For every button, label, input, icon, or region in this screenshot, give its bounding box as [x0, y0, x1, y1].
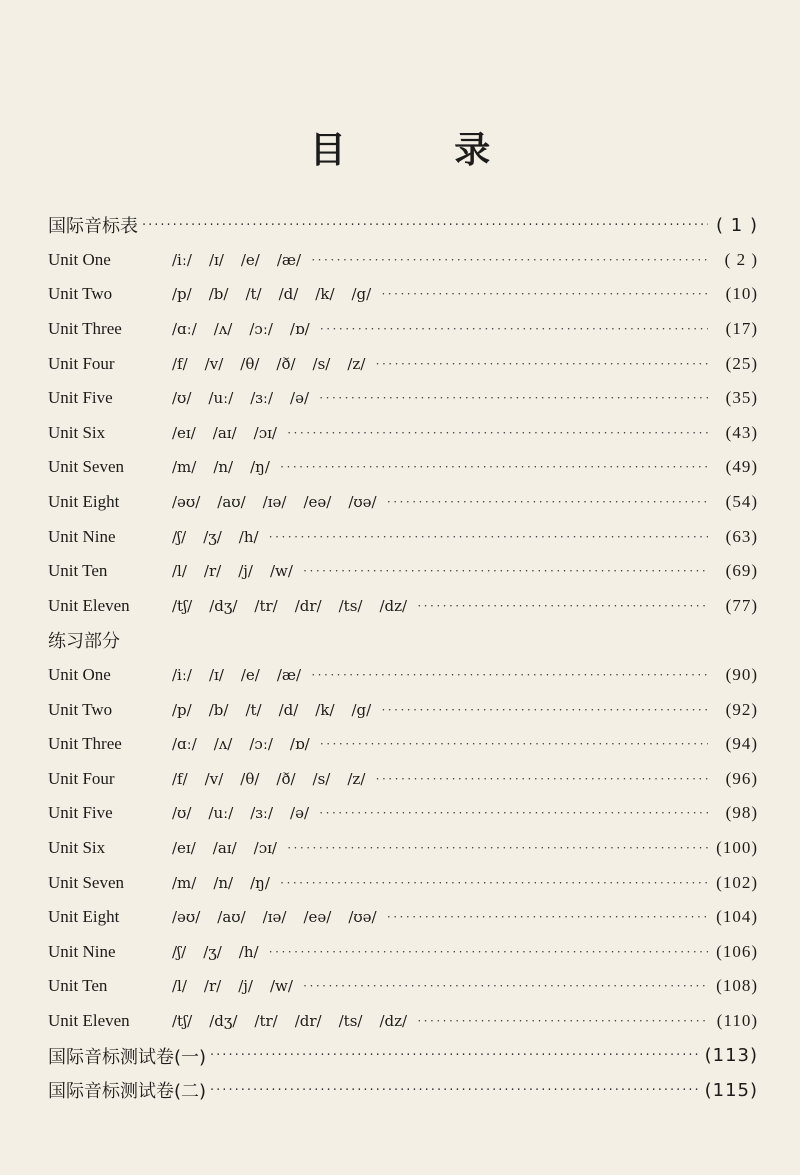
toc-entry[interactable]: [48, 831, 758, 866]
dot-leader: [142, 218, 708, 233]
phoneme-list: [172, 562, 299, 580]
unit-title: Unit Eight: [48, 907, 120, 927]
phoneme-symbol: /dʒ/: [209, 596, 238, 615]
phoneme-list: [172, 735, 316, 753]
phoneme-symbol: /g/: [351, 285, 372, 304]
phoneme-list: [172, 320, 316, 338]
unit-title: Unit Four: [48, 353, 115, 373]
toc-entry[interactable]: [48, 554, 758, 589]
unit-title: Unit Ten: [48, 976, 108, 996]
phoneme-symbol: /ɪ/: [208, 666, 224, 685]
phoneme-symbol: /dr/: [294, 1011, 322, 1030]
phoneme-symbol: /l/: [172, 977, 187, 996]
phoneme-symbol: /ʃ/: [172, 942, 187, 961]
phoneme-symbol: /h/: [238, 527, 259, 546]
phoneme-symbol: /ɪ/: [208, 250, 224, 269]
test-title: 国际音标测试卷(二): [48, 1081, 207, 1103]
dot-leader: [375, 771, 708, 787]
phoneme-symbol: /z/: [347, 354, 366, 373]
unit-title: Unit Two: [48, 284, 113, 304]
phoneme-symbol: /t/: [245, 285, 262, 304]
toc-entry[interactable]: [48, 416, 758, 451]
phoneme-symbol: /ð/: [276, 769, 296, 788]
toc-entry[interactable]: [48, 346, 758, 381]
dot-leader: [287, 425, 708, 441]
phoneme-symbol: /n/: [213, 458, 234, 477]
phoneme-symbol: /ɪə/: [262, 908, 287, 927]
phoneme-list: [172, 943, 265, 961]
page-number: (63): [725, 526, 758, 546]
phoneme-symbol: /ð/: [276, 354, 296, 373]
phoneme-symbol: /iː/: [172, 666, 192, 685]
toc-entry[interactable]: [48, 589, 758, 624]
toc-entry[interactable]: [48, 485, 758, 520]
dot-leader: [311, 252, 708, 268]
phoneme-list: [172, 770, 371, 788]
phoneme-list: [172, 666, 307, 684]
unit-title: Unit Eight: [48, 492, 120, 512]
phoneme-symbol: /ʃ/: [172, 527, 187, 546]
dot-leader: [311, 667, 708, 683]
test-title: 国际音标测试卷(一): [48, 1046, 207, 1068]
page-number: (92): [725, 699, 758, 719]
phoneme-symbol: /əʊ/: [172, 908, 201, 927]
phoneme-list: [172, 458, 276, 476]
page-number: ( 1 ): [716, 214, 758, 236]
phoneme-symbol: /uː/: [208, 804, 234, 823]
toc-entry[interactable]: [48, 519, 758, 554]
phoneme-symbol: /θ/: [240, 769, 260, 788]
phoneme-symbol: /æ/: [276, 666, 302, 685]
phoneme-symbol: /dʒ/: [209, 1011, 238, 1030]
page-number: (115): [704, 1079, 758, 1101]
toc-entry[interactable]: [48, 312, 758, 347]
dot-leader: [381, 286, 708, 302]
phoneme-symbol: /ʌ/: [213, 735, 233, 754]
page-number: (98): [725, 803, 758, 823]
toc-entry[interactable]: [48, 277, 758, 312]
unit-title: Unit Two: [48, 699, 113, 719]
phoneme-symbol: /d/: [278, 285, 299, 304]
dot-leader: [319, 805, 708, 821]
unit-title: Unit Three: [48, 319, 122, 339]
phoneme-symbol: /e/: [240, 666, 260, 685]
toc-entry[interactable]: [48, 796, 758, 831]
phoneme-list: [172, 493, 383, 511]
unit-title: Unit Ten: [48, 561, 108, 581]
phoneme-symbol: /k/: [315, 700, 335, 719]
phoneme-symbol: /l/: [172, 562, 187, 581]
unit-title: Unit Nine: [48, 526, 116, 546]
phoneme-symbol: /tʃ/: [172, 1011, 193, 1030]
phoneme-list: [172, 839, 283, 857]
phoneme-symbol: /tr/: [254, 596, 278, 615]
phoneme-symbol: /ɔː/: [249, 735, 273, 754]
phoneme-list: [172, 528, 265, 546]
phoneme-symbol: /w/: [269, 977, 293, 996]
toc-test-entry[interactable]: [48, 1038, 758, 1073]
phoneme-symbol: /eə/: [303, 908, 332, 927]
page-number: (90): [725, 665, 758, 685]
dot-leader: [387, 909, 708, 925]
unit-title: Unit Six: [48, 837, 106, 857]
dot-leader: [417, 1013, 708, 1029]
unit-title: Unit Four: [48, 768, 115, 788]
dot-leader: [387, 494, 708, 510]
dot-leader: [287, 840, 708, 856]
unit-title: Unit One: [48, 665, 111, 685]
toc-entry[interactable]: [48, 692, 758, 727]
page-number: (25): [725, 353, 758, 373]
phoneme-symbol: /iː/: [172, 250, 192, 269]
phoneme-symbol: /aʊ/: [217, 908, 246, 927]
unit-title: Unit Seven: [48, 457, 125, 477]
phoneme-symbol: /ɜː/: [250, 389, 274, 408]
unit-title: Unit Five: [48, 803, 113, 823]
page-number: (96): [725, 768, 758, 788]
toc-entry[interactable]: [48, 381, 758, 416]
phoneme-symbol: /aɪ/: [212, 423, 237, 442]
phoneme-symbol: /ʊ/: [172, 389, 192, 408]
phoneme-symbol: /ə/: [290, 804, 310, 823]
dot-leader: [319, 390, 708, 406]
phoneme-symbol: /ʒ/: [203, 942, 222, 961]
unit-title: Unit Three: [48, 734, 122, 754]
dot-leader: [375, 356, 708, 372]
phoneme-symbol: /aʊ/: [217, 493, 246, 512]
phoneme-list: [172, 355, 371, 373]
phoneme-symbol: /ʊə/: [348, 908, 377, 927]
section-heading-label: 练习部分: [48, 631, 120, 653]
unit-title: Unit Eleven: [48, 1010, 130, 1030]
phoneme-symbol: /ɒ/: [289, 320, 310, 339]
phoneme-symbol: /p/: [172, 700, 192, 719]
dot-leader: [210, 1048, 701, 1063]
toc-entry[interactable]: [48, 243, 758, 278]
page-number: (69): [725, 561, 758, 581]
unit-title: Unit Seven: [48, 872, 125, 892]
phoneme-symbol: /m/: [172, 873, 197, 892]
phoneme-symbol: /əʊ/: [172, 493, 201, 512]
phoneme-symbol: /ʊ/: [172, 804, 192, 823]
page-number: (10): [725, 284, 758, 304]
phoneme-symbol: /r/: [203, 977, 222, 996]
phoneme-symbol: /s/: [312, 769, 331, 788]
page-number: (102): [716, 872, 758, 892]
table-of-contents: [48, 208, 758, 1107]
dot-leader: [280, 875, 708, 891]
phoneme-symbol: /dr/: [294, 596, 322, 615]
phoneme-symbol: /ʊə/: [348, 493, 377, 512]
phoneme-list: [172, 285, 377, 303]
phoneme-symbol: /ɑː/: [172, 320, 197, 339]
page-number: (54): [725, 492, 758, 512]
dot-leader: [269, 944, 708, 960]
page-number: (43): [725, 422, 758, 442]
dot-leader: [320, 736, 708, 752]
page-number: (104): [716, 907, 758, 927]
page-number: (35): [725, 388, 758, 408]
phoneme-list: [172, 389, 315, 407]
phoneme-list: [172, 424, 283, 442]
page-number: (94): [725, 734, 758, 754]
phoneme-symbol: /t/: [245, 700, 262, 719]
phoneme-symbol: /m/: [172, 458, 197, 477]
dot-leader: [381, 702, 708, 718]
phoneme-symbol: /z/: [347, 769, 366, 788]
phoneme-symbol: /ɔː/: [249, 320, 273, 339]
phoneme-symbol: /r/: [203, 562, 222, 581]
phoneme-symbol: /eɪ/: [172, 838, 196, 857]
phoneme-symbol: /n/: [213, 873, 234, 892]
page-number: (113): [704, 1045, 758, 1067]
phoneme-symbol: /ə/: [290, 389, 310, 408]
phoneme-symbol: /ɜː/: [250, 804, 274, 823]
phoneme-symbol: /eɪ/: [172, 423, 196, 442]
dot-leader: [269, 529, 708, 545]
phoneme-symbol: /ɔɪ/: [253, 838, 277, 857]
page-number: (49): [725, 457, 758, 477]
phoneme-symbol: /ɔɪ/: [253, 423, 277, 442]
phoneme-symbol: /ʌ/: [213, 320, 233, 339]
page-title: 目 录: [309, 130, 539, 171]
dot-leader: [210, 1083, 701, 1098]
phoneme-list: [172, 597, 413, 615]
toc-entry[interactable]: [48, 900, 758, 935]
page-number: (106): [716, 941, 758, 961]
phoneme-symbol: /dz/: [379, 1011, 408, 1030]
dot-leader: [417, 598, 708, 614]
phoneme-symbol: /ʒ/: [203, 527, 222, 546]
phoneme-symbol: /ts/: [338, 1011, 363, 1030]
phoneme-symbol: /θ/: [240, 354, 260, 373]
phoneme-symbol: /æ/: [276, 250, 302, 269]
dot-leader: [303, 978, 708, 994]
toc-entry[interactable]: [48, 934, 758, 969]
toc-section-heading[interactable]: [48, 208, 758, 243]
phoneme-symbol: /j/: [238, 562, 253, 581]
phoneme-symbol: /e/: [240, 250, 260, 269]
toc-entry[interactable]: [48, 450, 758, 485]
phoneme-symbol: /b/: [208, 700, 229, 719]
unit-title: Unit One: [48, 249, 111, 269]
phoneme-list: [172, 251, 307, 269]
phoneme-list: [172, 908, 383, 926]
phoneme-symbol: /eə/: [303, 493, 332, 512]
page-number: (17): [725, 319, 758, 339]
phoneme-symbol: /v/: [204, 354, 224, 373]
page-number: (100): [716, 837, 758, 857]
toc-entry[interactable]: [48, 727, 758, 762]
page-number: (77): [725, 595, 758, 615]
phoneme-symbol: /k/: [315, 285, 335, 304]
phoneme-symbol: /f/: [172, 354, 188, 373]
phoneme-symbol: /p/: [172, 285, 192, 304]
phoneme-symbol: /ŋ/: [250, 873, 270, 892]
phoneme-symbol: /g/: [351, 700, 372, 719]
toc-entry[interactable]: [48, 762, 758, 797]
phoneme-symbol: /b/: [208, 285, 229, 304]
phoneme-symbol: /ɪə/: [262, 493, 287, 512]
unit-title: Unit Eleven: [48, 595, 130, 615]
phoneme-symbol: /f/: [172, 769, 188, 788]
dot-leader: [280, 459, 708, 475]
dot-leader: [320, 321, 708, 337]
toc-entry[interactable]: [48, 658, 758, 693]
phoneme-list: [172, 804, 315, 822]
toc-entry[interactable]: [48, 969, 758, 1004]
phoneme-symbol: /ts/: [338, 596, 363, 615]
phoneme-symbol: /s/: [312, 354, 331, 373]
phoneme-symbol: /w/: [269, 562, 293, 581]
phoneme-symbol: /ɑː/: [172, 735, 197, 754]
phoneme-symbol: /tr/: [254, 1011, 278, 1030]
phoneme-list: [172, 977, 299, 995]
phoneme-symbol: /v/: [204, 769, 224, 788]
toc-test-entry[interactable]: [48, 1073, 758, 1108]
page-number: (110): [716, 1010, 758, 1030]
page-number: (108): [716, 976, 758, 996]
phoneme-symbol: /ŋ/: [250, 458, 270, 477]
phoneme-symbol: /h/: [238, 942, 259, 961]
unit-title: Unit Five: [48, 388, 113, 408]
section-heading-label: 国际音标表: [48, 216, 138, 238]
phoneme-symbol: /tʃ/: [172, 596, 193, 615]
toc-section-heading[interactable]: [48, 623, 758, 658]
phoneme-symbol: /uː/: [208, 389, 234, 408]
toc-entry[interactable]: [48, 865, 758, 900]
phoneme-list: [172, 874, 276, 892]
phoneme-symbol: /j/: [238, 977, 253, 996]
phoneme-symbol: /dz/: [379, 596, 408, 615]
phoneme-list: [172, 1012, 413, 1030]
unit-title: Unit Nine: [48, 941, 116, 961]
toc-entry[interactable]: [48, 1004, 758, 1039]
dot-leader: [303, 563, 708, 579]
phoneme-symbol: /ɒ/: [289, 735, 310, 754]
phoneme-symbol: /d/: [278, 700, 299, 719]
phoneme-list: [172, 701, 377, 719]
page-number: ( 2 ): [724, 249, 758, 269]
phoneme-symbol: /aɪ/: [212, 838, 237, 857]
unit-title: Unit Six: [48, 422, 106, 442]
